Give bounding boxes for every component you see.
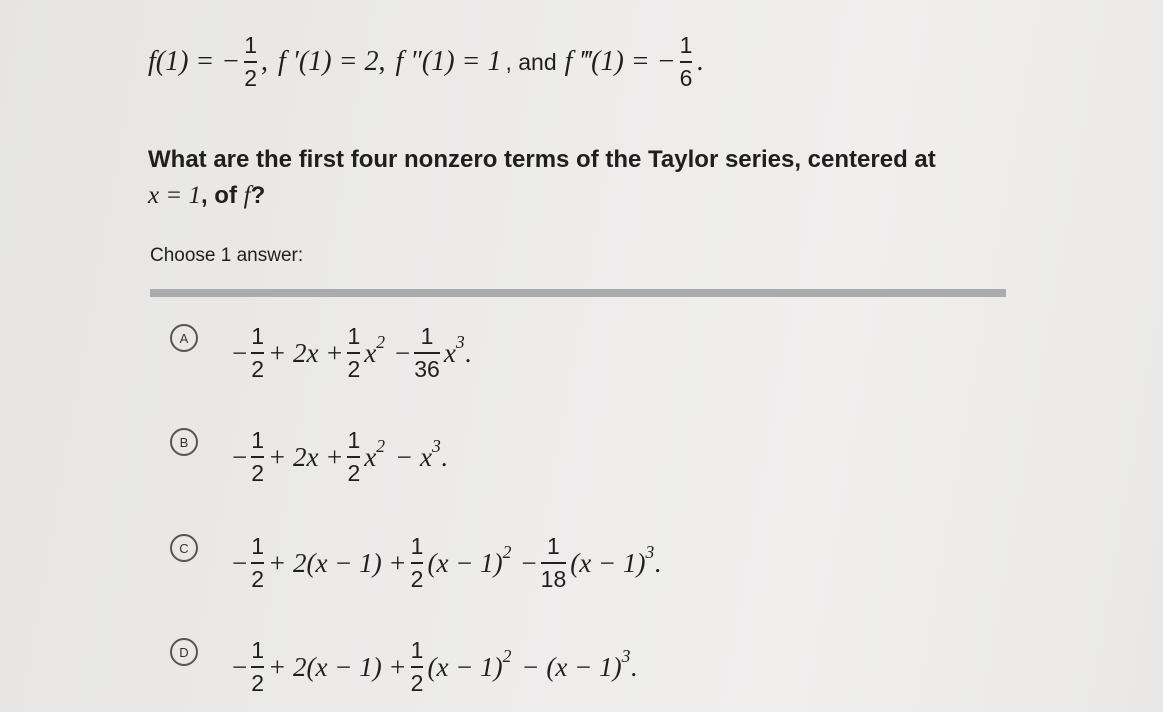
answer-expression [232,429,448,485]
fraction-numerator: 1 [410,637,424,663]
fraction-bar [347,456,360,458]
term [395,435,441,473]
fraction-numerator: 1 [251,427,265,453]
fraction [251,325,264,381]
fraction-denominator: 2 [251,670,265,696]
fraction-denominator: 2 [347,356,361,382]
term [427,541,512,579]
period: . [696,46,704,77]
fraction-numerator: 1 [410,533,424,559]
term-base: (x − 1) [570,547,646,578]
fraction [251,429,264,485]
fraction-bar [251,352,264,354]
minus-sign: − [232,337,248,368]
fraction-denominator: 2 [244,65,258,91]
given-values [148,34,703,90]
fraction-numerator: 1 [347,427,361,453]
fraction-bar [251,666,264,668]
fraction-denominator: 36 [414,356,440,382]
fraction-bar [541,562,567,564]
fraction-denominator: 2 [251,566,265,592]
question-sentence: What are the first four nonzero terms of the Taylor series, centered at [148,146,936,173]
fraction [347,429,360,485]
choose-label: Choose 1 answer: [150,245,304,266]
term [364,435,386,473]
answer-option-d[interactable] [170,622,637,712]
radio-badge-c[interactable]: C [170,534,198,562]
minus-sign: − [395,337,411,368]
period: . [440,441,448,472]
fraction [347,325,360,381]
fraction-numerator: 1 [420,323,434,349]
fraction-denominator: 2 [410,566,424,592]
term [570,541,655,579]
minus-sign: − [232,441,248,472]
question-text [148,142,1008,214]
term-base: (x − 1) [427,547,503,578]
exponent: 3 [431,435,441,456]
radio-badge-a[interactable]: A [170,324,198,352]
fraction-numerator: 1 [547,533,560,559]
period: . [654,547,661,578]
f-triple-prime-fraction [680,34,693,90]
answer-option-b[interactable] [170,412,448,502]
term: + 2(x − 1) + [268,547,407,578]
radio-badge-d[interactable]: D [170,638,198,666]
term-base: x [364,441,377,472]
term-base: − (x − 1) [521,651,622,682]
f-double-prime-expression: f ″(1) = 1 [395,46,502,77]
center-expression: x = 1 [148,182,201,209]
f-prime-expression: f ′(1) = 2 [278,46,379,77]
period: . [464,337,472,368]
fraction-numerator: 1 [679,32,693,58]
minus-sign: − [232,651,248,682]
fraction-numerator: 1 [244,32,258,58]
answer-expression [232,325,471,381]
fraction-numerator: 1 [251,323,265,349]
exponent: 2 [502,645,512,666]
f1-expression: f(1) = − [148,46,241,77]
fraction-bar [347,352,360,354]
question-mid: , of [200,182,244,209]
fraction [541,535,567,591]
radio-badge-b[interactable]: B [170,428,198,456]
period: . [630,651,638,682]
term: + 2(x − 1) + [268,651,407,682]
fraction-denominator: 6 [679,65,693,91]
separator: , [261,46,269,77]
fraction-numerator: 1 [251,637,265,663]
term-base: − x [395,441,432,472]
fraction [411,535,424,591]
answer-expression [232,535,661,591]
fraction-bar [414,352,440,354]
fraction-denominator: 2 [410,670,424,696]
term: + 2x + [268,337,344,368]
fraction-denominator: 2 [251,460,265,486]
term [427,645,512,683]
fraction-bar [680,61,693,63]
exponent: 3 [621,645,631,666]
exponent: 2 [376,331,386,352]
exponent: 2 [502,541,512,562]
fraction-numerator: 1 [251,533,265,559]
exponent: 3 [645,541,655,562]
exponent: 3 [455,331,465,352]
term [521,645,631,683]
separator: , [378,46,386,77]
answer-option-a[interactable] [170,308,471,398]
fraction-bar [251,562,264,564]
term: + 2x + [268,441,344,472]
fraction [251,639,264,695]
answer-option-c[interactable] [170,518,661,608]
fraction-bar [244,61,257,63]
term-base: (x − 1) [427,651,503,682]
fraction-bar [411,562,424,564]
exponent: 2 [376,435,386,456]
f-triple-prime-expression: f ‴(1) = − [564,46,676,77]
fraction [411,639,424,695]
divider [150,289,1006,297]
and-word: , and [505,48,557,75]
minus-sign: − [232,547,248,578]
fraction-numerator: 1 [347,323,361,349]
fraction-bar [411,666,424,668]
function-name: f [243,182,251,209]
f1-fraction [244,34,257,90]
fraction-denominator: 18 [540,566,567,592]
question-end: ? [250,182,266,209]
term-base: x [364,337,377,368]
term [443,331,465,369]
term-base: x [443,337,456,368]
term [364,331,386,369]
fraction-bar [251,456,264,458]
fraction [414,325,440,381]
fraction-denominator: 2 [251,356,265,382]
fraction [251,535,264,591]
answer-expression [232,639,637,695]
fraction-denominator: 2 [347,460,361,486]
minus-sign: − [521,547,537,578]
